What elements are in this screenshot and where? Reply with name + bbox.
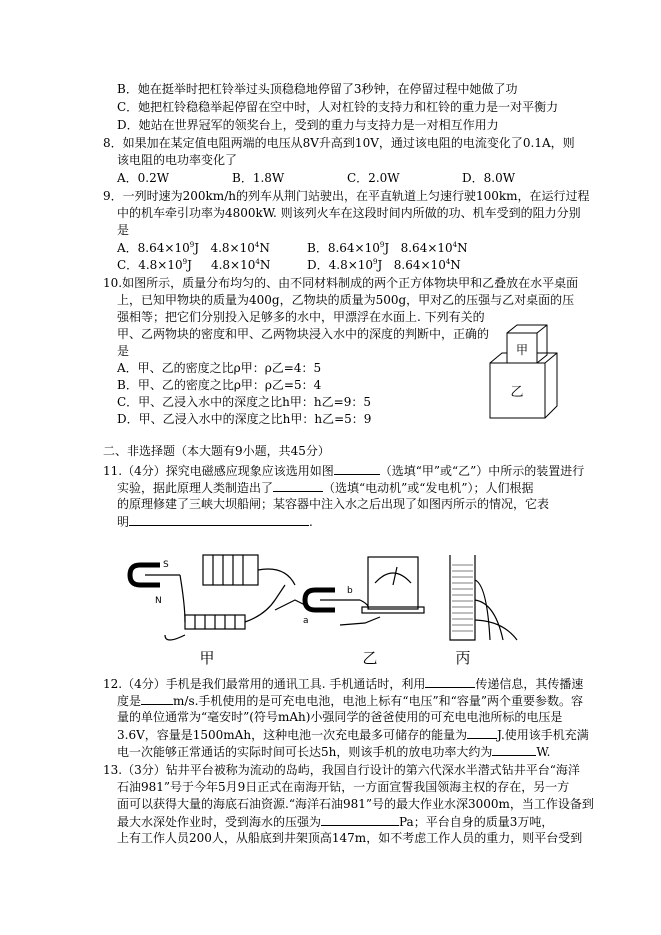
q13-blank-1[interactable] [321, 814, 399, 826]
q9-option-b: B．$8.64\times 10^9J$ $8.64\times 10^4N$ [307, 241, 468, 255]
q10-stem-line3: 强相等；把它们分别投入足够多的水中，甲漂浮在水面上. 下列有关的 [117, 310, 485, 324]
svg-text:b: b [347, 586, 353, 596]
q8-stem-line1: 8．如果加在某定值电阻两端的电压从8V升高到10V，通过该电阻的电流变化了0.1A，则 [103, 136, 575, 150]
q12-line2: 度是 m/s.手机使用的是可充电电池，电池上标有“电压”和“容量”两个重要参数。容 [117, 694, 583, 708]
q12-line1: 12.（4分）手机是我们最常用的通讯工具. 手机通话时，利用 传递信息，其传播速 [103, 677, 584, 691]
fig-label-bing: 丙 [455, 649, 471, 667]
q13-line1: 13.（3分）钻井平台被称为流动的岛屿，我国自行设计的第六代深水半潜式钻井平台“海洋 [103, 763, 580, 777]
q7-option-c: C．她把杠铃稳稳举起停留在空中时，人对杠铃的支持力和杠铃的重力是一对平衡力 [117, 100, 559, 114]
q10-stem-line4: 甲、乙两物块的密度和甲、乙两物块浸入水中的深度的判断中，正确的 [117, 327, 490, 341]
q9-stem-line3: 是 [117, 223, 130, 237]
q10-stem-line5: 是 [117, 344, 130, 358]
water-jet-1 [475, 580, 490, 640]
q8-option-a: A．0.2W [117, 171, 170, 185]
svg-text:a: a [303, 616, 309, 626]
q11-line2: 实验，据此原理人类制造出了 （选填“电动机”或“发电机”）；人们根据 [117, 481, 534, 495]
q10-stem-line2: 上，已知甲物块的质量为400g，乙物块的质量为500g，甲对乙的压强与乙对桌面的压 [117, 293, 575, 307]
q13-line4: 最大水深处作业时，受到海水的压强为 Pa；平台自身的质量3万吨， [117, 815, 554, 829]
q13-line5: 上有工作人员200人，从船底到井架顶高147m，如不考虑工作人员的重力，则平台受到 [117, 831, 583, 845]
q12-line3: 量的单位通常为“毫安时”(符号mAh)小强同学的爸爸使用的可充电电池所标的电压是 [117, 710, 563, 724]
q12-blank-3[interactable] [467, 727, 497, 739]
q11-blank-3[interactable] [129, 514, 309, 526]
water-jet-3 [475, 620, 517, 640]
q8-option-d: D．8.0W [462, 171, 516, 185]
q8-stem-line2: 该电阻的电功率变化了 [117, 153, 238, 167]
q10-stacked-cubes-figure [485, 323, 565, 423]
q10-option-c: C．甲、乙浸入水中的深度之比h甲：h乙=9：5 [117, 395, 371, 409]
q10-option-d: D．甲、乙浸入水中的深度之比h甲：h乙=5：9 [117, 412, 372, 426]
q10-option-b: B．甲、乙的密度之比ρ甲：ρ乙=5：4 [117, 378, 322, 392]
q8-option-c: C．2.0W [347, 171, 400, 185]
q11-blank-1[interactable] [334, 463, 380, 475]
q12-line4: 3.6V，容量是1500mAh，这种电池一次充电最多可储存的能量为 J.使用该手机充满 [117, 728, 589, 742]
container-bing [450, 555, 475, 640]
q11-line4: 明 . [117, 515, 313, 529]
q13-line2: 石油981”号于今年5月9日正式在南海开钻，一方面宣誓我国领海主权的存在，另一方 [117, 780, 570, 794]
q12-blank-1[interactable] [425, 676, 475, 688]
q10-option-a: A．甲、乙的密度之比ρ甲：ρ乙=4：5 [117, 361, 322, 375]
fig-label-jia: 甲 [199, 649, 215, 667]
q12-line5: 电一次能够正常通话的实际时间可长达5h，则该手机的放电功率大约为 W. [117, 745, 551, 759]
q11-figures [125, 545, 555, 670]
section-2-heading: 二、非选择题（本大题有9小题，共45分） [103, 444, 330, 458]
q11-blank-2[interactable] [273, 480, 323, 492]
q9-option-a: A．$8.64\times 10^9J$ $4.8\times 10^4N$ [117, 241, 270, 255]
q7-option-d: D．她站在世界冠军的领奖台上，受到的重力与支持力是一对相互作用力 [117, 118, 499, 132]
q12-blank-4[interactable] [492, 744, 536, 756]
q9-stem-line1: 9．一列时速为200km/h的列车从荆门站驶出，在平直轨道上匀速行驶100km，在运行过程 [103, 189, 590, 203]
q11-line1: 11.（4分）探究电磁感应现象应该选用如图 （选填“甲”或“乙”）中所示的装置进行 [103, 464, 585, 478]
svg-text:S: S [163, 560, 169, 570]
switch-jia [275, 600, 305, 610]
q12-blank-2[interactable] [141, 693, 173, 705]
cube-jia-label: 甲 [515, 343, 529, 357]
q7-option-b: B．她在挺举时把杠铃举过头顶稳稳地停留了3秒钟，在停留过程中她做了功 [117, 82, 518, 96]
fig-label-yi: 乙 [362, 649, 378, 667]
q8-options [117, 171, 577, 187]
battery-jia [203, 555, 258, 585]
svg-text:N: N [155, 596, 162, 606]
cube-yi-label: 乙 [510, 385, 524, 400]
q8-option-b: B．1.8W [232, 171, 285, 185]
q9-option-c: C．$4.8\times 10^9J$ $4.8\times 10^4N$ [117, 258, 271, 272]
q9-option-d: D．$4.8\times 10^9J$ $8.64\times 10^4N$ [307, 258, 461, 272]
q10-stem-line1: 10.如图所示，质量分布均匀的、由不同材料制成的两个正方体物块甲和乙叠放在水平桌面 [103, 276, 579, 290]
q9-stem-line2: 中的机车牵引功率为4800kW. 则该列火车在这段时间内所做的功、机车受到的阻力分别 [117, 206, 581, 220]
q9-options [117, 241, 557, 275]
q13-line3: 面可以获得大量的海底石油资源.“海洋石油981”号的最大作业水深3000m，当工作设备到 [117, 797, 594, 811]
q11-line3: 的原理修建了三峡大坝船闸；某容器中注入水之后出现了如图丙所示的情况，它表 [117, 497, 550, 511]
